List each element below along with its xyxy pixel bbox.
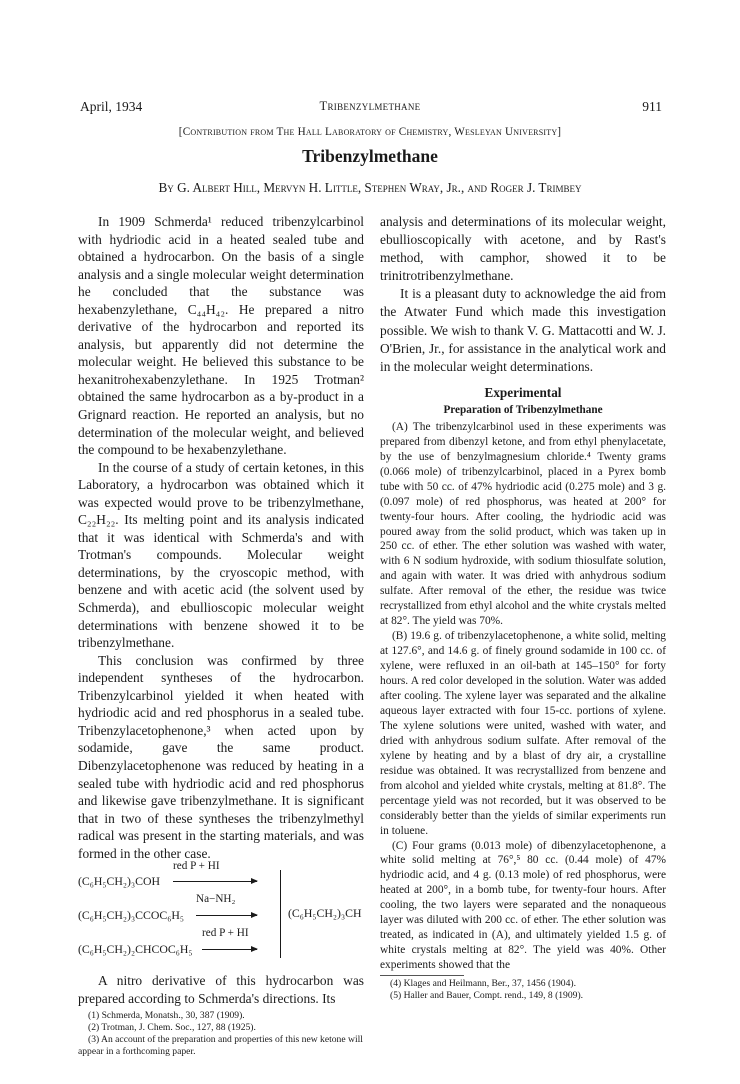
procedure-a: (A) The tribenzylcarbinol used in these experiments was prepared from dibenzyl ketone, and from ethyl phenylacetate, by the use of benzylmagnesium chloride.⁴ Twenty grams (0.066 mole) of tribenzylcarbinol, placed in a Pyrex bomb tube with 50 cc. of 47% hydriodic acid (0.275 mole) and 3 g. (0.097 mole) of red phosphorus, was heated at 200° for twenty-four hours. After cooling, the hydriodic acid was poured away from the solid product, which was taken up in 250 cc. of ether. The ether solution was washed with water, with 6 N sodium hydroxide, with sodium thiosulfate solution, and again with water. It was dried with anhydrous sodium sulfate. After removal of the ether, the residue was twice recrystallized from ethyl alcohol and the white crystals melted at 82°. The yield was 70%.	[380, 420, 666, 628]
ketone-study-paragraph: In the course of a study of certain ketones, in this Laboratory, a hydrocarbon was obtained which it was expected would prove to be tribenzylmethane, C₂₂H₂₂. Its melting point and its analysis indicated that it was identical with Schmerda's and with Trotman's compounds. Molecular weight determinations, by the cryoscopic method, with benzene and with acetic acid (the solvent used by Schmerda), and ebullioscopic molecular weight determinations with benzene showed it to be tribenzylmethane.	[78, 459, 364, 651]
page-number: 911	[642, 99, 662, 114]
header-date: April, 1934	[80, 99, 143, 114]
syntheses-paragraph: This conclusion was confirmed by three independent syntheses of the hydrocarbon. Tribenzylcarbinol yielded it when heated with hydriodic acid and red phosphorus in a sealed tube. Tribenzylacetophenone,³ when acted upon by sodamide, gave the same product. Dibenzylacetophenone was reduced by heating in a sealed tube with hydriodic acid and red phosphorus and likewise gave tribenzylmethane. It is significant that in two of these syntheses the tribenzylmethyl radical was present in the starting materials, and was formed in the other case.	[78, 652, 364, 861]
procedure-b: (B) 19.6 g. of tribenzylacetophenone, a white solid, melting at 127.6°, and 14.6 g. of finely ground sodamide in 100 cc. of xylene, were refluxed in an oil-bath at 145–150° for forty hours. A red color developed in the solution. Water was added after cooling. The xylene layer was separated and the alkaline aqueous layer extracted with four 15-cc. portions of xylene. The xylene solutions were united, washed with water, and dried with anhydrous sodium sulfate. After removal of the xylene by heating and by a blast of dry air, a crystalline residue was obtained. It was recrystallized from benzene and from alcohol and yielded white crystals, melting at 81.8°. The percentage yield was not recorded, but it was observed to be considerably better than the yields of similar experiments run in toluene.	[380, 630, 666, 837]
reaction-scheme	[78, 860, 364, 966]
reagent-label-3: red P + HI	[202, 927, 249, 940]
scheme-brace	[274, 870, 281, 958]
reagent-label-2: Na−NH₂	[196, 893, 236, 906]
reactant-dibenzylacetophenone: (C₆H₅CH₂)₂CHCOC₆H₅	[78, 942, 193, 957]
left-column	[78, 213, 364, 1058]
footnote-1: (1) Schmerda, Monatsh., 30, 387 (1909).	[88, 1010, 245, 1022]
reaction-arrow-2	[196, 915, 257, 916]
footnote-rule	[380, 975, 464, 976]
nitro-derivative-paragraph: A nitro derivative of this hydrocarbon was prepared according to Schmerda's directions. Its	[78, 973, 364, 1006]
article-title: Tribenzylmethane	[302, 146, 438, 166]
intro-paragraph: In 1909 Schmerda¹ reduced tribenzylcarbinol with hydriodic acid in a heated sealed tube and obtained a hydrocarbon. On the basis of a single analysis and a single molecular weight determination he concluded that the substance was hexabenzylethane, C₄₄H₄₂. He prepared a nitro derivative of the hydrocarbon and reported its analysis, but apparently did not determine the molecular weight. He believed this substance to be hexanitrohexabenzylethane. In 1925 Trotman² obtained the same hydrocarbon as a by-product in a Grignard reaction. He reported an analysis, but no determination of the molecular weight, and believed the compound to be hexabenzylethane.	[78, 214, 364, 458]
footnote-5: (5) Haller and Bauer, Compt. rend., 149, 8 (1909).	[390, 990, 584, 1002]
reactant-tribenzylcarbinol: (C₆H₅CH₂)₃COH	[78, 874, 160, 889]
author-byline: By G. Albert Hill, Mervyn H. Little, Stephen Wray, Jr., and Roger J. Trimbey	[158, 180, 582, 195]
acknowledgment-paragraph: It is a pleasant duty to acknowledge the aid from the Atwater Fund which made this investigation possible. We wish to thank V. G. Mattacotti and W. J. O'Brien, Jr., for assistance in the analytical work and in the molecular weight determinations.	[380, 286, 666, 374]
nitro-analysis-paragraph: analysis and determinations of its molecular weight, ebullioscopically with acetone, and by Rast's method, with camphor, showed it to be trinitrotribenzylmethane.	[380, 214, 666, 284]
procedure-c: (C) Four grams (0.013 mole) of dibenzylacetophenone, a white solid melting at 76°,⁵ 80 cc. (0.44 mole) of 47% hydriodic acid, and 4 g. (0.13 mole) of red phosphorus, were heated at 200°, in a bomb tube, for twenty-four hours. After cooling, the two layers were separated and the nonaqueous layer was diluted with 200 cc. of ether. The ether solution was treated, as indicated in (A), and ultimately yielded 1.5 g. of white crystals melting at 82°. The yield was 40%. Other experiments showed that the	[380, 839, 666, 972]
reactant-tribenzylacetophenone: (C₆H₅CH₂)₃CCOC₆H₅	[78, 908, 184, 923]
reagent-label-1: red P + HI	[173, 860, 220, 873]
reaction-arrow-3	[202, 949, 257, 950]
footnote-4: (4) Klages and Heilmann, Ber., 37, 1456 (1904).	[390, 978, 576, 990]
footnote-2: (2) Trotman, J. Chem. Soc., 127, 88 (1925).	[88, 1022, 256, 1034]
right-column	[380, 213, 666, 1002]
experimental-heading: Experimental	[484, 384, 562, 400]
running-title: Tribenzylmethane	[319, 99, 421, 113]
preparation-subheading: Preparation of Tribenzylmethane	[443, 403, 603, 416]
product-tribenzylmethane: (C₆H₅CH₂)₃CH	[288, 906, 362, 921]
footnote-3: (3) An account of the preparation and properties of this new ketone will appear in a forthcoming paper.	[78, 1034, 363, 1058]
contribution-line: [Contribution from The Hall Laboratory of Chemistry, Wesleyan University]	[178, 126, 562, 138]
reaction-arrow-1	[173, 881, 257, 882]
